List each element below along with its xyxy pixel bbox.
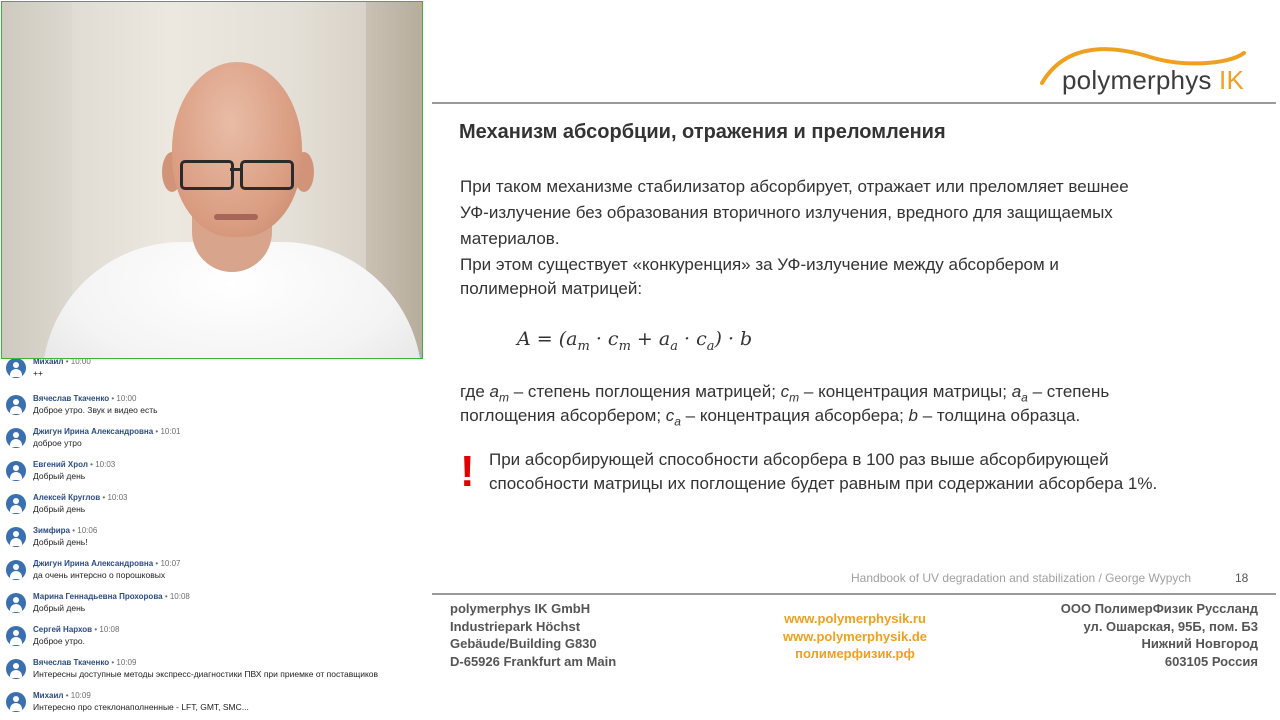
user-avatar-icon [6, 527, 26, 547]
legend-line-2: поглощения абсорбером; $c_a$ – концентрация абсорбера; b – толщина образца. [460, 406, 1081, 429]
chat-separator: • [65, 691, 69, 700]
chat-message [6, 690, 422, 720]
paragraph-line: материалов. [460, 229, 560, 248]
chat-message [6, 591, 422, 621]
chat-text: да очень интерсно о порошковых [33, 570, 166, 580]
chat-time: 10:06 [77, 526, 98, 535]
chat-author: Михаил [33, 359, 64, 366]
chat-author: Зимфира [33, 526, 70, 535]
paragraph-line: полимерной матрицей: [460, 279, 643, 298]
chat-separator: • [65, 359, 69, 366]
paragraph-line: УФ-излучение без образования вторичного излучения, вредного для защищаемых [460, 203, 1113, 222]
chat-author: Джигун Ирина Александровна [33, 559, 154, 568]
source-citation: Handbook of UV degradation and stabilization / George Wypych [851, 571, 1192, 585]
website-link[interactable]: полимерфизик.рф [795, 646, 915, 661]
glasses-lens-left [180, 160, 234, 190]
header-divider [432, 102, 1276, 104]
footer-divider [432, 593, 1276, 595]
absorption-formula: $A = (a_m \cdot c_m + a_a \cdot c_a) \cdot b$ [517, 328, 753, 354]
chat-author: Вячеслав Ткаченко [33, 658, 110, 667]
logo-suffix: IK [1219, 65, 1244, 95]
chat-time: 10:00 [116, 394, 137, 403]
user-avatar-icon [6, 395, 26, 415]
chat-separator: • [72, 526, 76, 535]
user-avatar-icon [6, 359, 26, 378]
chat-message [6, 624, 422, 654]
chat-separator: • [164, 592, 168, 601]
chat-message [6, 492, 422, 522]
user-avatar-icon [6, 494, 26, 514]
chat-separator: • [102, 493, 106, 502]
chat-message [6, 393, 422, 423]
speaker-head [172, 62, 302, 237]
chat-text: Добрый день [33, 471, 86, 481]
paragraph-line: При этом существует «конкуренция» за УФ-излучение между абсорбером и [460, 255, 1059, 274]
user-avatar-icon [6, 428, 26, 448]
footer-address-ru: ООО ПолимерФизик Руссланд ул. Ошарская, 95Б, пом. Б3 Нижний Новгород 603105 Россия [1060, 601, 1258, 669]
chat-time: 10:09 [116, 658, 137, 667]
website-link[interactable]: www.polymerphysik.de [782, 628, 927, 644]
chat-author: Сергей Нархов [33, 625, 93, 634]
chat-time: 10:09 [70, 691, 91, 700]
warning-line: способности матрицы их поглощение будет равным при содержании абсорбера 1%. [489, 474, 1158, 493]
slide-page-number: 18 [1235, 571, 1249, 585]
chat-separator: • [155, 427, 159, 436]
chat-text: Интересны доступные методы экспресс-диагностики ПВХ при приемке от поставщиков [33, 669, 379, 679]
chat-message [6, 558, 422, 588]
user-avatar-icon [6, 560, 26, 580]
speaker-mouth [214, 214, 258, 220]
chat-time: 10:03 [107, 493, 128, 502]
user-avatar-icon [6, 626, 26, 646]
chat-text: Интересно про стеклонаполненные - LFT, GMT, SMC... [33, 702, 249, 712]
user-avatar-icon [6, 593, 26, 613]
chat-time: 10:07 [160, 559, 181, 568]
user-avatar-icon [6, 692, 26, 712]
chat-author: Алексей Круглов [33, 493, 101, 502]
exclamation-icon: ! [460, 447, 475, 496]
chat-message [6, 426, 422, 456]
chat-panel[interactable] [0, 359, 424, 720]
chat-text: Добрый день [33, 504, 86, 514]
chat-text: Доброе утро. [33, 636, 85, 646]
chat-message [6, 459, 422, 489]
chat-author: Джигун Ирина Александровна [33, 427, 154, 436]
chat-separator: • [155, 559, 159, 568]
chat-time: 10:08 [169, 592, 190, 601]
user-avatar-icon [6, 659, 26, 679]
video-door [2, 2, 72, 358]
paragraph-line: При таком механизме стабилизатор абсорбирует, отражает или преломляет вешнее [460, 177, 1129, 196]
webcam-video[interactable] [1, 1, 423, 359]
website-link[interactable]: www.polymerphysik.ru [784, 611, 926, 626]
chat-text: Добрый день [33, 603, 86, 613]
user-avatar-icon [6, 461, 26, 481]
chat-separator: • [111, 394, 115, 403]
chat-message [6, 525, 422, 555]
slide-title: Механизм абсорбции, отражения и преломления [459, 121, 946, 143]
chat-text: Добрый день! [33, 537, 88, 547]
chat-author: Марина Геннадьевна Прохорова [33, 592, 163, 601]
chat-separator: • [111, 658, 115, 667]
chat-author: Михаил [33, 691, 64, 700]
footer-address-de: polymerphys IK GmbH Industriepark Höchst Gebäude/Building G830 D-65926 Frankfurt am Main [450, 601, 617, 669]
chat-separator: • [94, 625, 98, 634]
chat-time: 10:00 [70, 359, 91, 366]
speaker-glasses [180, 160, 294, 186]
legend-line-1: где $a_m$ – степень поглощения матрицей; $c_m$ – концентрация матрицы; $a_a$ – степень [460, 382, 1110, 405]
chat-message [6, 657, 422, 687]
logo-brand: polymerphys [1062, 65, 1212, 95]
chat-message [6, 359, 422, 386]
warning-line: При абсорбирующей способности абсорбера в 100 раз выше абсорбирующей [489, 450, 1109, 469]
chat-time: 10:01 [160, 427, 181, 436]
chat-separator: • [90, 460, 93, 469]
chat-text: доброе утро [33, 438, 82, 448]
chat-time: 10:03 [95, 460, 116, 469]
polymerphys-logo [1038, 43, 1258, 99]
chat-author: Евгений Хрол [33, 460, 88, 469]
chat-text: ++ [33, 368, 43, 378]
footer-websites [775, 610, 935, 663]
glasses-lens-right [240, 160, 294, 190]
chat-author: Вячеслав Ткаченко [33, 394, 110, 403]
chat-time: 10:08 [99, 625, 120, 634]
chat-text: Доброе утро. Звук и видео есть [33, 405, 158, 415]
